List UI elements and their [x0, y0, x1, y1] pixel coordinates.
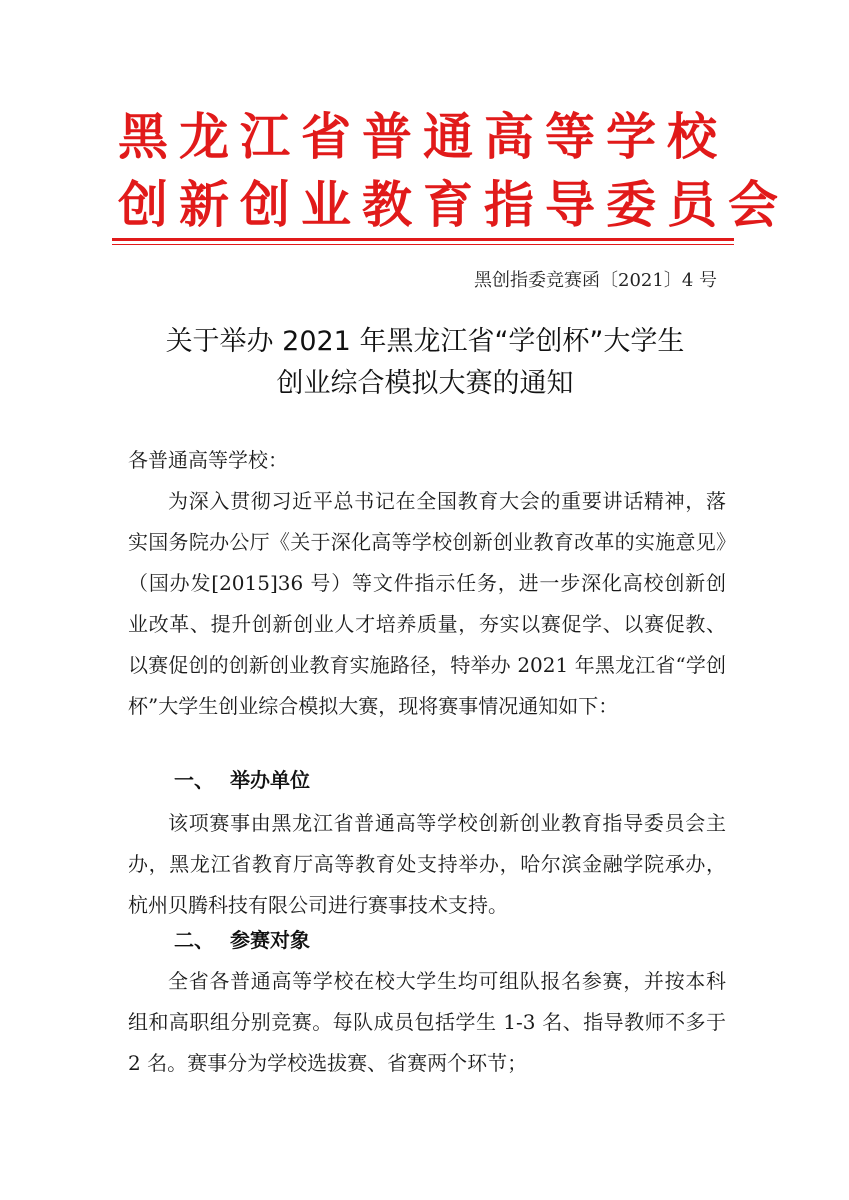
section-number: 一、 — [174, 768, 214, 792]
salutation: 各普通高等学校： — [128, 448, 288, 472]
paragraph-intro: 为深入贯彻习近平总书记在全国教育大会的重要讲话精神，落实国务院办公厅《关于深化高等学校创新创业教育改革的实施意见》（国办发[2015]36 号）等文件指示任务，进一步深化高校创新创业改革、提升创新创业人才培养质量，夯实以赛促学、以赛促教、以赛促创的创新创业教育实施路径，特举办 2021 年黑龙江省“学创杯”大学生创业综合模拟大赛，现将赛事情况通知如下： — [128, 489, 726, 718]
letterhead-divider-thin — [112, 244, 734, 245]
letterhead-divider-thick — [112, 238, 734, 241]
document-title-line-1: 关于举办 2021 年黑龙江省“学创杯”大学生 — [165, 326, 685, 357]
paragraph-organizer: 该项赛事由黑龙江省普通高等学校创新创业教育指导委员会主办，黑龙江省教育厅高等教育处支持举办，哈尔滨金融学院承办，杭州贝腾科技有限公司进行赛事技术支持。 — [128, 811, 726, 917]
section-heading-participants — [174, 925, 310, 955]
section-number: 二、 — [174, 928, 214, 952]
letterhead-line-1: 黑龙江省普通高等学校 — [118, 108, 728, 166]
document-title-line-2: 创业综合模拟大赛的通知 — [276, 368, 574, 399]
section-heading-organizer — [174, 765, 310, 795]
section-title: 参赛对象 — [230, 928, 310, 952]
letterhead-line-2: 创新创业教育指导委员会 — [118, 176, 789, 234]
section-title: 举办单位 — [230, 768, 310, 792]
document-number: 黑创指委竞赛函〔2021〕4 号 — [474, 270, 717, 291]
paragraph-participants: 全省各普通高等学校在校大学生均可组队报名参赛，并按本科组和高职组分别竞赛。每队成员包括学生 1-3 名、指导教师不多于 2 名。赛事分为学校选拔赛、省赛两个环节； — [128, 969, 726, 1075]
